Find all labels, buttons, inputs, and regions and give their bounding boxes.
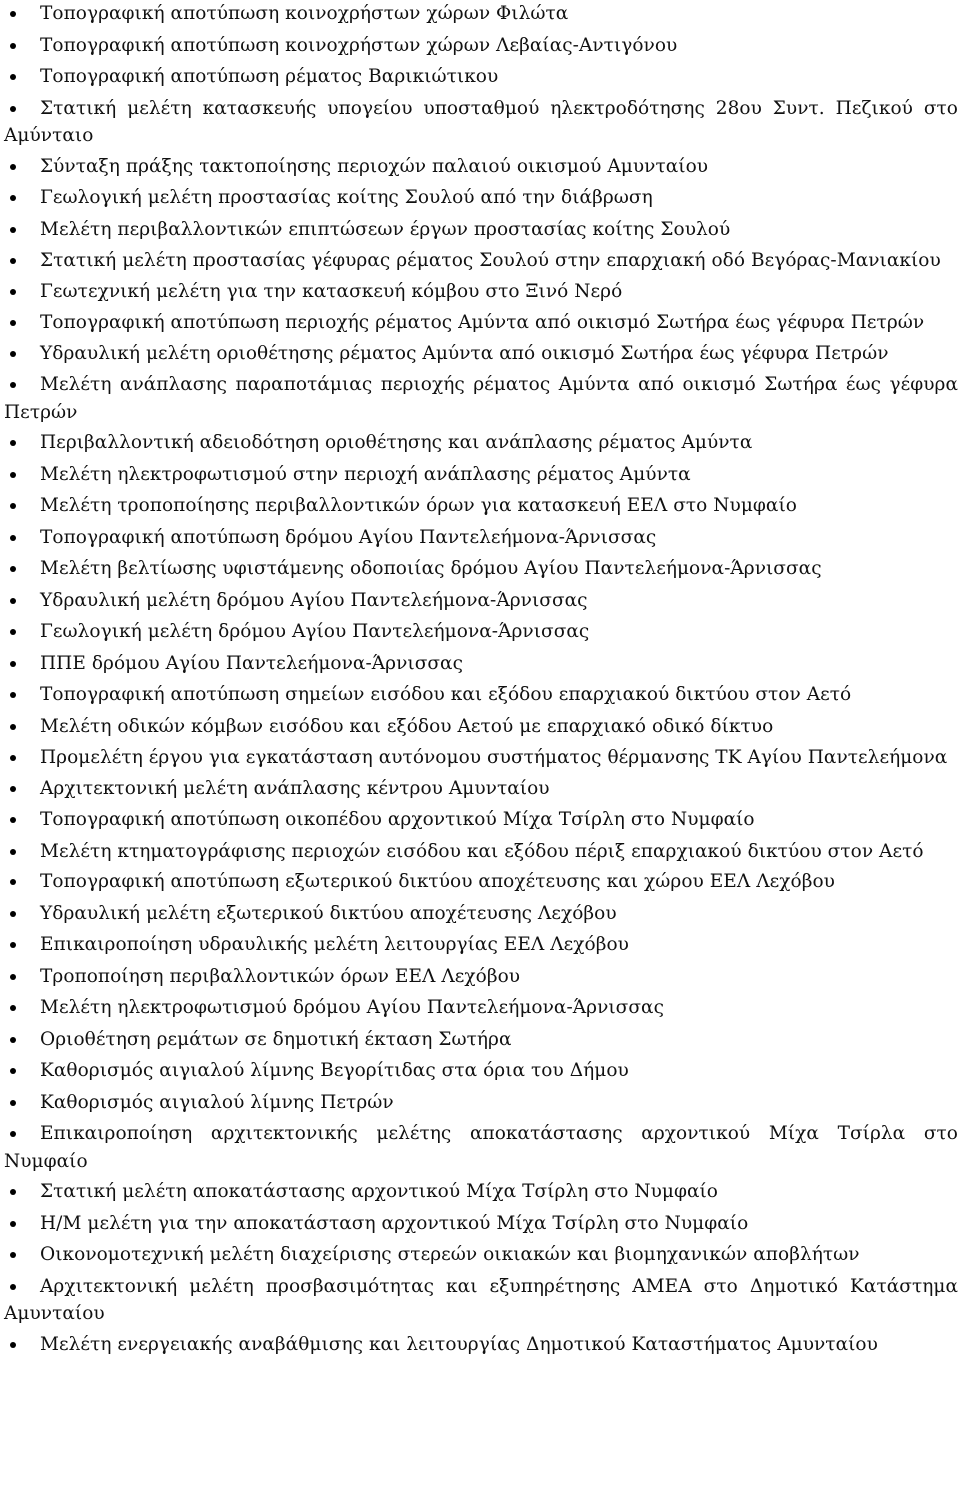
list-item-text: Μελέτη ηλεκτροφωτισμού δρόμου Αγίου Παντελεήμονα-Άρνισσας <box>40 997 664 1018</box>
list-item-text: Υδραυλική μελέτη οριοθέτησης ρέματος Αμύντα από οικισμό Σωτήρα έως γέφυρα Πετρών <box>40 342 889 364</box>
bullet-icon <box>10 1131 16 1137</box>
list-item-text: Τοπογραφική αποτύπωση δρόμου Αγίου Παντελεήμονα-Άρνισσας <box>40 526 657 548</box>
list-item <box>4 713 958 741</box>
bullet-icon <box>10 724 16 730</box>
list-item-text: Σύνταξη πράξης τακτοποίησης περιοχών παλαιού οικισμού Αμυνταίου <box>40 155 709 177</box>
list-item <box>4 492 958 520</box>
bullet-icon <box>10 1252 16 1258</box>
list-item-text: Τροποποίηση περιβαλλοντικών όρων ΕΕΛ Λεχόβου <box>40 965 521 987</box>
list-item <box>4 461 958 489</box>
list-item-text: Μελέτη βελτίωσης υφιστάμενης οδοποιίας δρόμου Αγίου Παντελεήμονα-Άρνισσας <box>40 558 822 579</box>
list-item <box>4 650 958 678</box>
list-item-text: Γεωλογική μελέτη δρόμου Αγίου Παντελεήμονα-Άρνισσας <box>40 621 590 642</box>
list-item <box>4 278 958 306</box>
list-item-text: Οικονομοτεχνική μελέτη διαχείρισης στερεών οικιακών και βιομηχανικών αποβλήτων <box>40 1244 860 1265</box>
list-item <box>4 555 958 583</box>
bullet-icon <box>10 692 16 698</box>
list-item <box>4 931 958 959</box>
list-item <box>4 0 958 28</box>
list-item-text: Γεωτεχνική μελέτη για την κατασκευή κόμβου στο Ξινό Νερό <box>40 280 623 302</box>
bullet-icon <box>10 472 16 478</box>
list-item <box>4 340 958 368</box>
list-item <box>4 1273 958 1328</box>
list-item <box>4 371 958 426</box>
bullet-icon <box>10 817 16 823</box>
list-item <box>4 587 958 615</box>
list-item <box>4 963 958 991</box>
list-item <box>4 153 958 181</box>
bullet-icon <box>10 503 16 509</box>
bullet-icon <box>10 786 16 792</box>
list-item <box>4 1331 958 1359</box>
list-item-text: Επικαιροποίηση υδραυλικής μελέτη λειτουργίας ΕΕΛ Λεχόβου <box>40 934 629 955</box>
list-item-text: Γεωλογική μελέτη προστασίας κοίτης Σουλού από την διάβρωση <box>40 187 653 208</box>
list-item-text: Μελέτη ηλεκτροφωτισμού στην περιοχή ανάπλασης ρέματος Αμύντα <box>40 463 691 485</box>
bullet-icon <box>10 1100 16 1106</box>
list-item-text: Στατική μελέτη κατασκευής υπογείου υποσταθμού ηλεκτροδότησης 28ου Συντ. Πεζικού στο Αμύνταιο <box>4 97 958 146</box>
list-item-text: Επικαιροποίηση αρχιτεκτονικής μελέτης αποκατάστασης αρχοντικού Μίχα Τσίρλα στο Νυμφαίο <box>4 1123 958 1172</box>
bullet-icon <box>10 1189 16 1195</box>
list-item-text: Τοπογραφική αποτύπωση ρέματος Βαρικιώτικου <box>40 66 499 87</box>
list-item <box>4 681 958 709</box>
list-item-text: Μελέτη περιβαλλοντικών επιπτώσεων έργων προστασίας κοίτης Σουλού <box>40 218 731 240</box>
bullet-icon <box>10 849 16 855</box>
bullet-icon <box>10 351 16 357</box>
list-item-text: Τοπογραφική αποτύπωση οικοπέδου αρχοντικού Μίχα Τσίρλη στο Νυμφαίο <box>40 809 755 830</box>
list-item <box>4 775 958 803</box>
bullet-icon <box>10 598 16 604</box>
bullet-icon <box>10 43 16 49</box>
bullet-icon <box>10 1284 16 1290</box>
list-item-text: Η/Μ μελέτη για την αποκατάσταση αρχοντικού Μίχα Τσίρλη στο Νυμφαίο <box>40 1212 749 1234</box>
list-item <box>4 429 958 457</box>
list-item <box>4 309 958 337</box>
list-item-text: Τοπογραφική αποτύπωση εξωτερικού δικτύου αποχέτευσης και χώρου ΕΕΛ Λεχόβου <box>40 871 835 892</box>
list-item-text: Περιβαλλοντική αδειοδότηση οριοθέτησης και ανάπλασης ρέματος Αμύντα <box>40 432 753 453</box>
list-item <box>4 806 958 834</box>
list-item-text: Τοπογραφική αποτύπωση περιοχής ρέματος Αμύντα από οικισμό Σωτήρα έως γέφυρα Πετρών <box>40 312 925 333</box>
list-item <box>4 838 958 866</box>
list-item-text: ΠΠΕ δρόμου Αγίου Παντελεήμονα-Άρνισσας <box>40 652 464 674</box>
list-item <box>4 994 958 1022</box>
bullet-icon <box>10 1037 16 1043</box>
bullet-icon <box>10 566 16 572</box>
bullet-icon <box>10 755 16 761</box>
list-item <box>4 1241 958 1269</box>
list-item <box>4 524 958 552</box>
bullet-icon <box>10 1342 16 1348</box>
list-item-text: Καθορισμός αιγιαλού λίμνης Πετρών <box>40 1091 394 1113</box>
list-item <box>4 95 958 150</box>
list-item <box>4 618 958 646</box>
list-item-text: Καθορισμός αιγιαλού λίμνης Βεγορίτιδας στα όρια του Δήμου <box>40 1060 629 1081</box>
bullet-icon <box>10 629 16 635</box>
bullet-icon <box>10 11 16 17</box>
list-item <box>4 32 958 60</box>
bullet-icon <box>10 74 16 80</box>
list-item <box>4 1210 958 1238</box>
list-item <box>4 247 958 275</box>
list-item <box>4 1057 958 1085</box>
bullet-icon <box>10 661 16 667</box>
bullet-icon <box>10 911 16 917</box>
bullet-icon <box>10 1005 16 1011</box>
bullet-icon <box>10 974 16 980</box>
list-item-text: Προμελέτη έργου για εγκατάσταση αυτόνομου συστήματος θέρμανσης ΤΚ Αγίου Παντελεήμονα <box>40 747 948 768</box>
list-item <box>4 1026 958 1054</box>
list-item-text: Τοπογραφική αποτύπωση σημείων εισόδου και εξόδου επαρχιακού δικτύου στον Αετό <box>40 684 852 705</box>
bullet-icon <box>10 289 16 295</box>
bullet-icon <box>10 227 16 233</box>
bullet-icon <box>10 320 16 326</box>
bullet-icon <box>10 879 16 885</box>
bullet-icon <box>10 382 16 388</box>
list-item <box>4 744 958 772</box>
list-item-text: Μελέτη τροποποίησης περιβαλλοντικών όρων για κατασκευή ΕΕΛ στο Νυμφαίο <box>40 495 797 516</box>
list-item-text: Οριοθέτηση ρεμάτων σε δημοτική έκταση Σωτήρα <box>40 1028 512 1050</box>
bullet-icon <box>10 195 16 201</box>
bullet-icon <box>10 258 16 264</box>
list-item-text: Τοπογραφική αποτύπωση κοινοχρήστων χώρων Λεβαίας-Αντιγόνου <box>40 34 678 56</box>
list-item <box>4 900 958 928</box>
list-item <box>4 1089 958 1117</box>
bullet-icon <box>10 1068 16 1074</box>
list-item <box>4 1120 958 1175</box>
bullet-icon <box>10 440 16 446</box>
list-item-text: Υδραυλική μελέτη δρόμου Αγίου Παντελεήμονα-Άρνισσας <box>40 589 588 611</box>
list-item <box>4 1178 958 1206</box>
bullet-icon <box>10 106 16 112</box>
studies-bullet-list <box>4 0 958 1362</box>
list-item-text: Μελέτη ανάπλασης παραποτάμιας περιοχής ρέματος Αμύντα από οικισμό Σωτήρα έως γέφυρα Πετρών <box>4 374 958 423</box>
list-item-text: Τοπογραφική αποτύπωση κοινοχρήστων χώρων Φιλώτα <box>40 3 569 24</box>
list-item-text: Αρχιτεκτονική μελέτη ανάπλασης κέντρου Αμυνταίου <box>40 777 550 799</box>
list-item-text: Στατική μελέτη αποκατάστασης αρχοντικού Μίχα Τσίρλη στο Νυμφαίο <box>40 1181 718 1202</box>
list-item-text: Αρχιτεκτονική μελέτη προσβασιμότητας και εξυπηρέτησης ΑΜΕΑ στο Δημοτικό Κατάστημα Αμυνταίου <box>4 1275 958 1324</box>
bullet-icon <box>10 942 16 948</box>
list-item <box>4 63 958 91</box>
list-item <box>4 216 958 244</box>
bullet-icon <box>10 164 16 170</box>
list-item-text: Μελέτη κτηματογράφισης περιοχών εισόδου και εξόδου πέριξ επαρχιακού δικτύου στον Αετό <box>40 840 924 862</box>
bullet-icon <box>10 1221 16 1227</box>
list-item-text: Μελέτη ενεργειακής αναβάθμισης και λειτουργίας Δημοτικού Καταστήματος Αμυνταίου <box>40 1333 878 1355</box>
list-item-text: Μελέτη οδικών κόμβων εισόδου και εξόδου Αετού με επαρχιακό οδικό δίκτυο <box>40 715 774 737</box>
list-item-text: Στατική μελέτη προστασίας γέφυρας ρέματος Σουλού στην επαρχιακή οδό Βεγόρας-Μανιακίου <box>40 250 941 271</box>
list-item <box>4 868 958 896</box>
list-item <box>4 184 958 212</box>
bullet-icon <box>10 535 16 541</box>
list-item-text: Υδραυλική μελέτη εξωτερικού δικτύου αποχέτευσης Λεχόβου <box>40 902 617 924</box>
